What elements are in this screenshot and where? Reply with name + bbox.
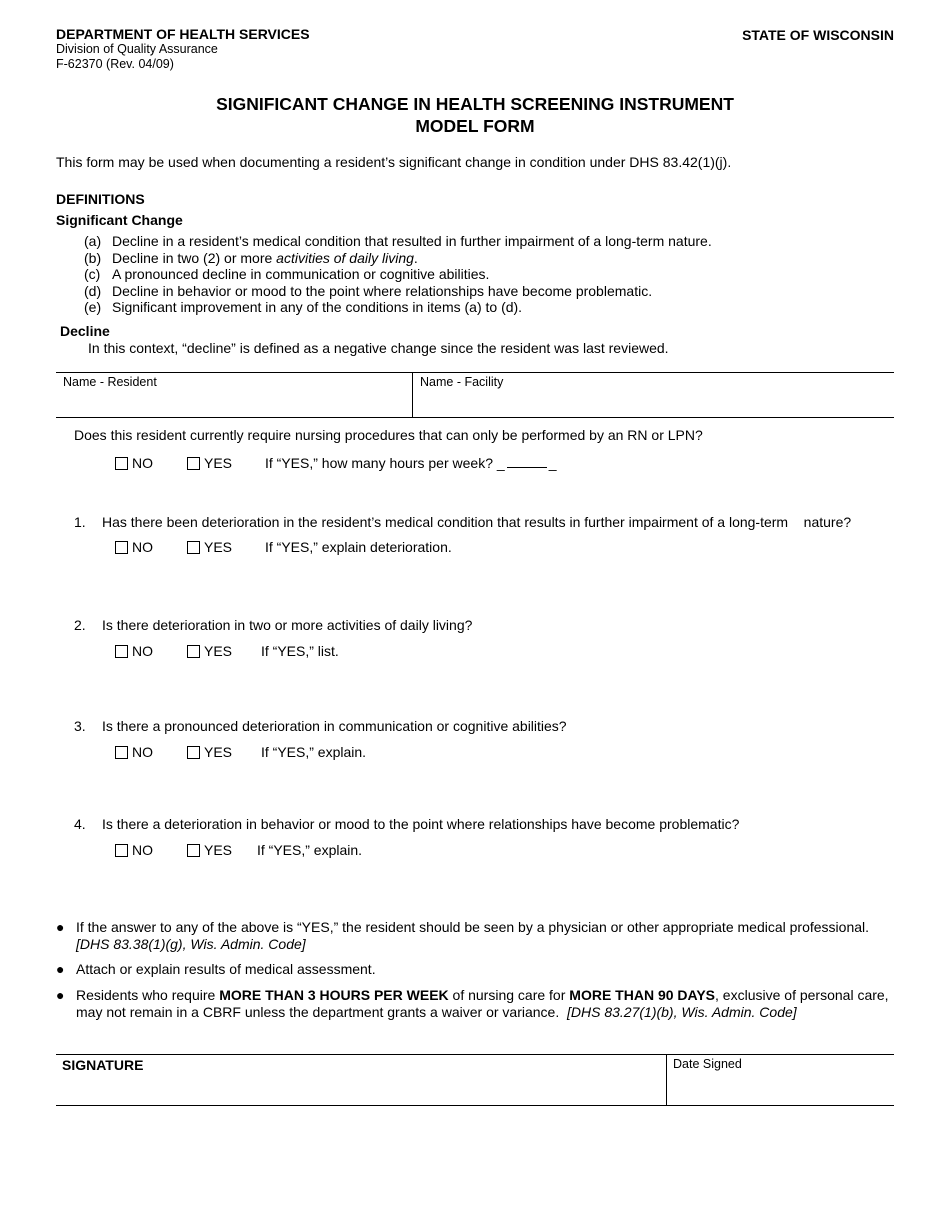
question-text: Is there deterioration in two or more activities of daily living? [102, 617, 473, 633]
definition-item [84, 233, 712, 250]
name-fields [56, 372, 894, 418]
facility-name-field[interactable] [412, 373, 894, 417]
note-1-body: If the answer to any of the above is “YES,” the resident should be seen by a physician or other appropriate medical professional. [76, 919, 870, 935]
nursing-options [115, 455, 556, 471]
note-2-text: Attach or explain results of medical assessment. [76, 961, 376, 977]
nursing-yes-option[interactable] [187, 455, 265, 471]
q4-yes-checkbox[interactable] [187, 844, 200, 857]
bullet-icon: ● [56, 919, 65, 935]
bullet-icon: ● [56, 987, 65, 1003]
department-name: DEPARTMENT OF HEALTH SERVICES [56, 26, 310, 42]
q1-followup: If “YES,” explain deterioration. [265, 539, 452, 555]
q4-yes-option[interactable] [187, 842, 257, 858]
resident-name-field[interactable] [56, 373, 412, 417]
hours-per-week-field[interactable] [507, 455, 547, 468]
bullet-icon: ● [56, 961, 65, 977]
signature-block [56, 1054, 894, 1106]
signature-label: SIGNATURE [62, 1057, 144, 1073]
yes-label: YES [204, 842, 233, 858]
q2-yes-checkbox[interactable] [187, 645, 200, 658]
q4-no-checkbox[interactable] [115, 844, 128, 857]
no-label: NO [132, 744, 153, 760]
followup-label: If “YES,” how many hours per week? [265, 455, 493, 471]
nursing-followup: If “YES,” how many hours per week? _ _ [265, 455, 557, 471]
question-3 [74, 718, 567, 734]
definition-text: Significant improvement in any of the conditions in items (a) to (d). [112, 299, 523, 315]
yes-label: YES [204, 744, 233, 760]
q4-followup: If “YES,” explain. [257, 842, 363, 858]
nursing-no-option[interactable] [115, 455, 187, 471]
definition-letter: (a) [84, 233, 102, 249]
q1-yes-checkbox[interactable] [187, 541, 200, 554]
question-2 [74, 617, 472, 633]
yes-label: YES [204, 643, 233, 659]
definition-item [84, 266, 712, 283]
intro-text: This form may be used when documenting a resident’s significant change in condition under DHS 83.42(1)(j). [56, 154, 732, 170]
question-1 [74, 514, 851, 530]
definition-text: Decline in behavior or mood to the point where relationships have become problematic. [112, 282, 653, 299]
question-number: 4. [74, 816, 86, 832]
question-text: Is there a pronounced deterioration in communication or cognitive abilities? [102, 718, 567, 734]
q1-no-checkbox[interactable] [115, 541, 128, 554]
question-2-options [115, 643, 339, 659]
page-title [0, 93, 950, 137]
q2-followup: If “YES,” list. [261, 643, 339, 659]
nursing-no-checkbox[interactable] [115, 457, 128, 470]
question-4 [74, 816, 739, 832]
form-number: F-62370 (Rev. 04/09) [56, 57, 174, 71]
definition-item [84, 299, 712, 316]
q3-no-option[interactable] [115, 744, 187, 760]
no-label: NO [132, 539, 153, 555]
no-label: NO [132, 842, 153, 858]
definition-letter: (d) [84, 282, 102, 299]
header-block [56, 27, 310, 72]
definition-text: Decline in a resident’s medical condition that resulted in further impairment of a long-term nature. [112, 233, 712, 249]
definition-letter: (b) [84, 249, 102, 266]
decline-heading: Decline [60, 323, 110, 339]
definition-letter: (e) [84, 299, 102, 315]
question-number: 1. [74, 514, 86, 530]
signature-field[interactable] [56, 1055, 666, 1105]
state-name: STATE OF WISCONSIN [742, 27, 894, 43]
q3-yes-option[interactable] [187, 744, 261, 760]
q1-yes-option[interactable] [187, 539, 265, 555]
question-3-options [115, 744, 366, 760]
question-4-options [115, 842, 362, 858]
division-name: Division of Quality Assurance [56, 42, 218, 56]
question-text: Has there been deterioration in the resident’s medical condition that results in further impairment of a long-term nature? [102, 514, 852, 530]
question-number: 2. [74, 617, 86, 633]
definitions-heading: DEFINITIONS [56, 191, 145, 207]
no-label: NO [132, 643, 153, 659]
note-3-citation: [DHS 83.27(1)(b), Wis. Admin. Code] [567, 1003, 797, 1020]
title-line-2: MODEL FORM [415, 116, 535, 136]
date-signed-field[interactable] [666, 1055, 894, 1105]
q2-no-option[interactable] [115, 643, 187, 659]
q1-no-option[interactable] [115, 539, 187, 555]
significant-change-heading: Significant Change [56, 212, 183, 228]
definition-item [84, 250, 712, 267]
title-line-1: SIGNIFICANT CHANGE IN HEALTH SCREENING INSTRUMENT [216, 94, 734, 114]
nursing-question: Does this resident currently require nursing procedures that can only be performed by an RN or LPN? [74, 427, 703, 443]
note-3-text: Residents who require MORE THAN 3 HOURS PER WEEK of nursing care for MORE THAN 90 DAYS, exclusive of personal care, may not remain in a CBRF unless the department grants a waiver or variance. [DHS 83.27(1)(b), Wis. Admin. Code] [76, 987, 889, 1020]
note-1-text [76, 919, 896, 952]
definitions-list [84, 233, 712, 316]
definition-text: A pronounced decline in communication or cognitive abilities. [112, 266, 490, 282]
q2-no-checkbox[interactable] [115, 645, 128, 658]
decline-text: In this context, “decline” is defined as a negative change since the resident was last reviewed. [88, 340, 669, 356]
yes-label: YES [204, 455, 233, 471]
facility-name-label: Name - Facility [420, 375, 504, 389]
nursing-yes-checkbox[interactable] [187, 457, 200, 470]
definition-item [84, 283, 712, 300]
q4-no-option[interactable] [115, 842, 187, 858]
question-1-options [115, 539, 452, 555]
definition-letter: (c) [84, 266, 101, 282]
no-label: NO [132, 455, 153, 471]
note-1-citation: [DHS 83.38(1)(g), Wis. Admin. Code] [76, 935, 306, 952]
question-text: Is there a deterioration in behavior or mood to the point where relationships have become problematic? [102, 816, 740, 832]
yes-label: YES [204, 539, 233, 555]
q3-no-checkbox[interactable] [115, 746, 128, 759]
question-number: 3. [74, 718, 86, 734]
resident-name-label: Name - Resident [63, 375, 157, 389]
q3-followup: If “YES,” explain. [261, 744, 367, 760]
q3-yes-checkbox[interactable] [187, 746, 200, 759]
definition-text: Decline in two (2) or more activities of daily living. [112, 249, 418, 266]
date-signed-label: Date Signed [673, 1057, 742, 1071]
q2-yes-option[interactable] [187, 643, 261, 659]
